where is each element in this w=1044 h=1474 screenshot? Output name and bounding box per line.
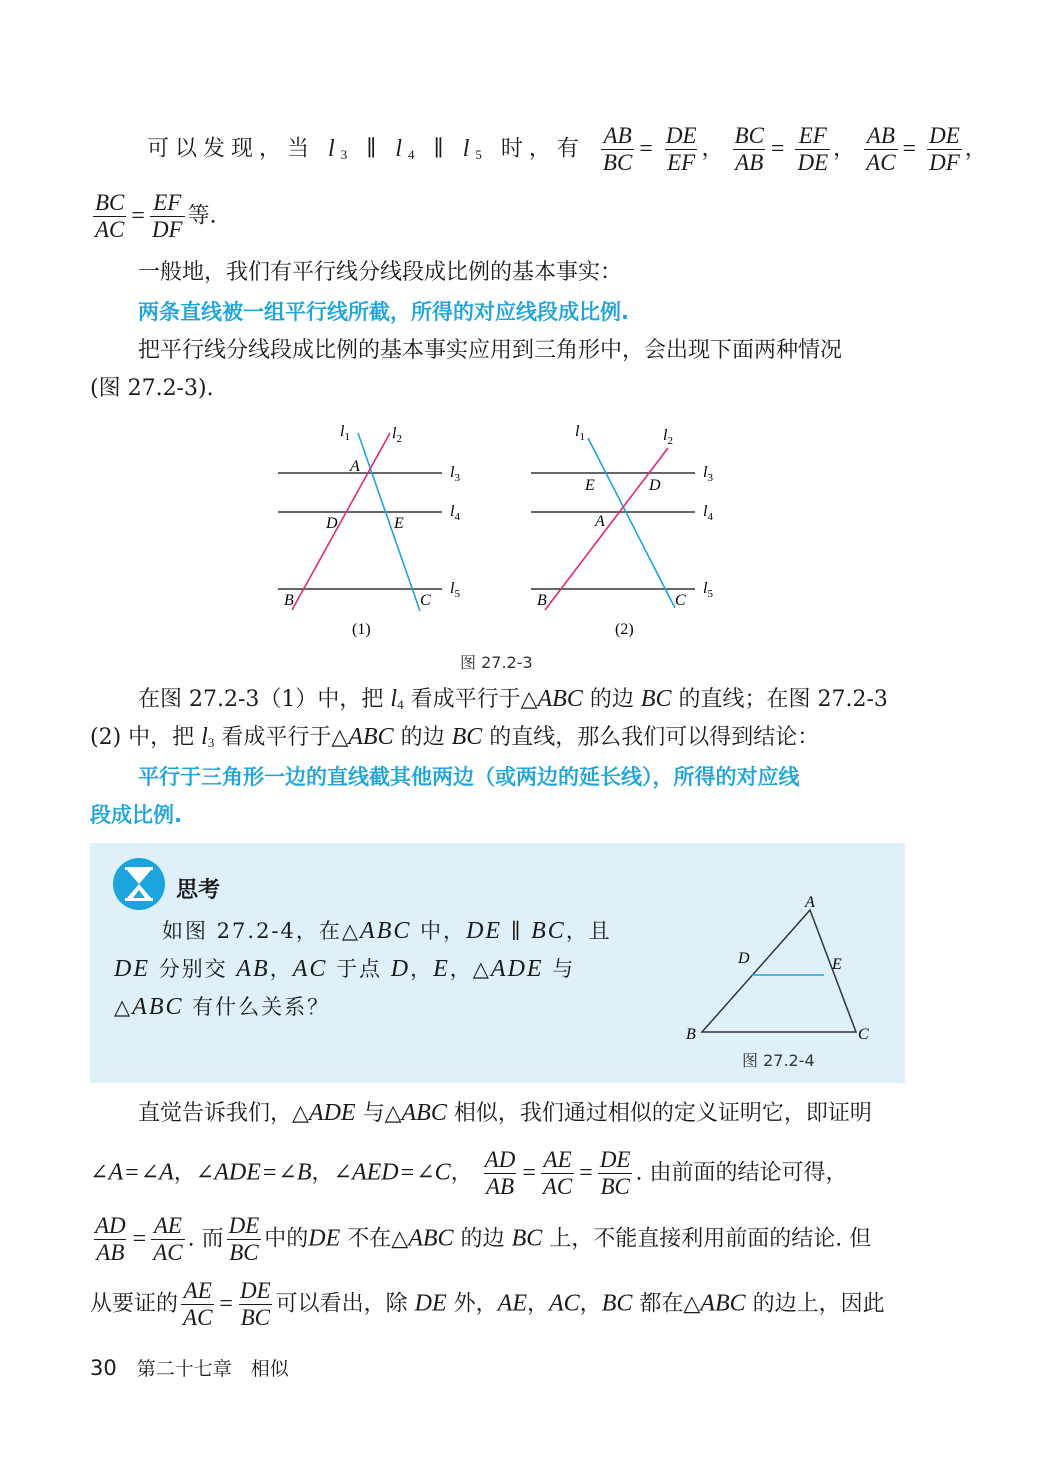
comma: ，: [173, 1160, 196, 1186]
var-bc: BC: [640, 686, 672, 712]
point-B: B: [284, 592, 294, 609]
text: 于点: [336, 957, 383, 981]
comma: ，: [526, 1291, 549, 1317]
angle-symbol: ∠: [140, 1160, 160, 1186]
text: (2) 中，把: [90, 725, 195, 750]
subfigure-label: (2): [615, 621, 634, 638]
text: 可以看出，除: [275, 1291, 408, 1317]
think-title: 思考: [176, 878, 221, 903]
text: 的边: [460, 1226, 505, 1252]
comma: ，: [833, 136, 862, 162]
point-D: D: [738, 950, 750, 967]
fraction: $\frac{DE}{BC}$: [228, 1213, 260, 1265]
text: ，且: [565, 919, 612, 943]
text: 从要证的: [90, 1291, 179, 1317]
fraction: $\frac{AB}{BC}$: [602, 123, 633, 175]
text: 中的: [264, 1226, 309, 1252]
figure-caption: 图 27.2-3: [460, 653, 533, 672]
comma: ，: [450, 1160, 473, 1186]
var-ac: AC: [292, 956, 328, 982]
text: 看成平行于△: [410, 687, 538, 712]
fraction: $\frac{EF}{DE}$: [797, 123, 829, 175]
fact-2-line-2: 段成比例.: [90, 803, 182, 827]
equals: =: [219, 1290, 233, 1317]
text: 与△: [362, 1101, 402, 1126]
text: ，△: [449, 957, 491, 981]
text: 直觉告诉我们，△: [138, 1101, 309, 1126]
equals: =: [902, 135, 923, 162]
fraction: $\frac{DE}{DF}$: [929, 123, 960, 175]
figure-27-2-3-part-2: [523, 420, 723, 645]
text: 上，不能直接利用前面的结论. 但: [549, 1226, 872, 1252]
para-5-line-1: [138, 1098, 918, 1129]
equals: =: [132, 1225, 147, 1252]
label-l2: $l_2$: [663, 427, 673, 447]
point-B: B: [537, 592, 547, 609]
var-abc: ABC: [360, 918, 412, 944]
figure-caption: 图 27.2-4: [742, 1051, 815, 1070]
text: 在图 27.2-3（1）中，把: [138, 687, 384, 712]
comma: ，: [269, 957, 293, 981]
var-de: DE: [466, 918, 503, 944]
var-ade: ADE: [308, 1100, 356, 1126]
para-4-line-2: [90, 722, 910, 758]
text: 的直线，那么我们可以得到结论：: [489, 725, 820, 750]
think-line-2: [114, 954, 654, 984]
text: 的边: [589, 687, 634, 712]
angle-symbol: ∠: [278, 1160, 297, 1186]
text: 相似，我们通过相似的定义证明它，即证明: [453, 1101, 872, 1126]
var-l4: $l_4$: [390, 686, 404, 712]
text: 可以发现，当: [147, 136, 316, 162]
var-ae: AE: [497, 1290, 527, 1317]
text: 中，: [420, 919, 467, 943]
para-1-line-1: [147, 123, 993, 176]
text: . 而: [187, 1226, 224, 1252]
var-c: C: [434, 1159, 451, 1186]
var-abc: ABC: [132, 994, 184, 1020]
label-l4: $l_4$: [450, 503, 460, 523]
text: 的直线；在图 27.2-3: [678, 687, 888, 712]
point-C: C: [420, 592, 431, 609]
fact-1: 两条直线被一组平行线所截，所得的对应线段成比例.: [138, 300, 629, 324]
para-1-line-2: [90, 190, 910, 243]
equals: =: [639, 135, 659, 162]
fraction: $\frac{AD}{AB}$: [484, 1147, 516, 1199]
para-4-line-1: [138, 684, 918, 720]
point-C: C: [858, 1026, 869, 1043]
subfigure-label: (1): [352, 621, 371, 638]
var-e: E: [433, 956, 450, 982]
page-number: 30: [90, 1356, 117, 1380]
point-A: A: [805, 895, 815, 911]
fraction: $\frac{DE}{BC}$: [239, 1278, 271, 1330]
var-ab: AB: [236, 956, 270, 982]
text: 的边: [400, 725, 445, 750]
angle-symbol: ∠: [333, 1160, 352, 1186]
fraction: $\frac{BC}{AB}$: [734, 123, 764, 175]
var-aed: AED: [351, 1159, 399, 1186]
text: 外，: [453, 1291, 498, 1317]
point-D: D: [326, 515, 338, 532]
label-l3: $l_3$: [450, 464, 460, 484]
label-l3: $l_3$: [703, 464, 713, 484]
text: . 由前面的结论可得，: [635, 1160, 848, 1186]
var-abc: ABC: [348, 724, 394, 750]
para-5-line-3: [90, 1213, 920, 1266]
comma: ，: [410, 957, 434, 981]
label-l1: $l_1$: [340, 423, 350, 443]
point-B: B: [686, 1026, 696, 1043]
comma: ，: [701, 136, 730, 162]
figure-27-2-3-part-1: [270, 420, 470, 645]
comma: ，: [579, 1291, 602, 1317]
var-de: DE: [114, 956, 150, 982]
think-line-3: [114, 992, 654, 1022]
figure-27-2-4: [680, 895, 880, 1045]
label-l1: $l_1$: [575, 423, 585, 443]
label-l5: $l_5$: [450, 580, 460, 600]
comma: ，: [311, 1160, 334, 1186]
var-de: DE: [414, 1290, 447, 1317]
parallel-symbol: ∥: [433, 136, 450, 162]
var-bc: BC: [451, 724, 483, 750]
var-a: A: [159, 1159, 174, 1186]
fraction: $\frac{DE}{EF}$: [665, 123, 697, 175]
text: 与: [552, 957, 576, 981]
text: 分别交: [158, 957, 228, 981]
text: 如图 27.2-4，在△: [162, 919, 361, 943]
label-l2: $l_2$: [392, 425, 402, 445]
var-abc: ABC: [700, 1290, 746, 1317]
text: 都在△: [639, 1291, 701, 1317]
angle-symbol: ∠: [416, 1160, 435, 1186]
think-box: [90, 843, 905, 1083]
text: △: [114, 995, 133, 1019]
point-E: E: [585, 477, 595, 494]
text: 时，有: [500, 136, 585, 162]
fraction: $\frac{AD}{AB}$: [95, 1213, 126, 1265]
point-A: A: [595, 513, 605, 530]
var-abc: ABC: [401, 1100, 447, 1126]
var-ade: ADE: [490, 956, 544, 982]
var-ac: AC: [549, 1290, 580, 1317]
para-3-line-1: 把平行线分线段成比例的基本事实应用到三角形中，会出现下面两种情况: [138, 338, 843, 363]
point-E: E: [832, 956, 842, 973]
fraction: $\frac{BC}{AC}$: [95, 190, 125, 242]
line-l2: [545, 448, 668, 610]
chapter-title: 第二十七章 相似: [136, 1358, 289, 1380]
para-2: 一般地，我们有平行线分线段成比例的基本事实：: [138, 260, 623, 285]
line-l1: [358, 433, 420, 611]
point-D: D: [649, 477, 661, 494]
var-l3: $l_3$: [328, 135, 354, 162]
point-E: E: [394, 515, 404, 532]
var-b: B: [296, 1159, 312, 1186]
fraction: $\frac{AB}{AC}$: [866, 123, 896, 175]
fraction: $\frac{DE}{BC}$: [599, 1147, 631, 1199]
hourglass-icon: [112, 857, 166, 911]
var-l5: $l_5$: [462, 135, 488, 162]
angle-symbol: ∠: [195, 1160, 215, 1186]
var-bc: BC: [511, 1225, 543, 1252]
equals: =: [131, 202, 145, 229]
equals: =: [125, 1159, 139, 1186]
fraction: $\frac{AE}{AC}$: [183, 1278, 213, 1330]
var-d: D: [390, 956, 411, 982]
para-5-line-4: [90, 1278, 920, 1331]
var-abc: ABC: [537, 686, 583, 712]
comma: ，: [964, 136, 993, 162]
label-l4: $l_4$: [703, 503, 713, 523]
equals: =: [522, 1159, 536, 1186]
think-line-1: [162, 916, 702, 946]
text: 有什么关系？: [192, 995, 331, 1019]
para-3-line-2: (图 27.2-3).: [90, 376, 214, 401]
para-5-line-2: [90, 1147, 920, 1200]
point-C: C: [675, 592, 686, 609]
text: 看成平行于△: [221, 725, 349, 750]
var-bc: BC: [531, 918, 566, 944]
line-l2: [292, 433, 390, 610]
fraction: $\frac{EF}{DF}$: [151, 190, 183, 242]
var-ade: ADE: [214, 1159, 261, 1186]
var-l3: $l_3$: [201, 724, 215, 750]
fraction: $\frac{AE}{AC}$: [542, 1147, 573, 1199]
point-A: A: [350, 458, 360, 475]
fraction: $\frac{AE}{AC}$: [153, 1213, 183, 1265]
var-bc: BC: [601, 1290, 633, 1317]
text: 不在△: [347, 1226, 409, 1252]
text: 等.: [187, 203, 217, 229]
equals: =: [770, 135, 791, 162]
var-de: DE: [308, 1225, 341, 1252]
equals: =: [400, 1159, 415, 1186]
text: 的边上，因此: [752, 1291, 885, 1317]
equals: =: [262, 1159, 277, 1186]
label-l5: $l_5$: [703, 580, 713, 600]
equals: =: [579, 1159, 593, 1186]
parallel-symbol: ∥: [510, 919, 523, 943]
var-abc: ABC: [408, 1225, 454, 1252]
fact-2-line-1: 平行于三角形一边的直线截其他两边（或两边的延长线），所得的对应线: [138, 765, 800, 789]
page-footer: [90, 1354, 289, 1381]
angle-symbol: ∠: [90, 1160, 109, 1186]
var-a: A: [108, 1159, 124, 1186]
parallel-symbol: ∥: [366, 136, 383, 162]
var-l4: $l_4$: [395, 135, 421, 162]
